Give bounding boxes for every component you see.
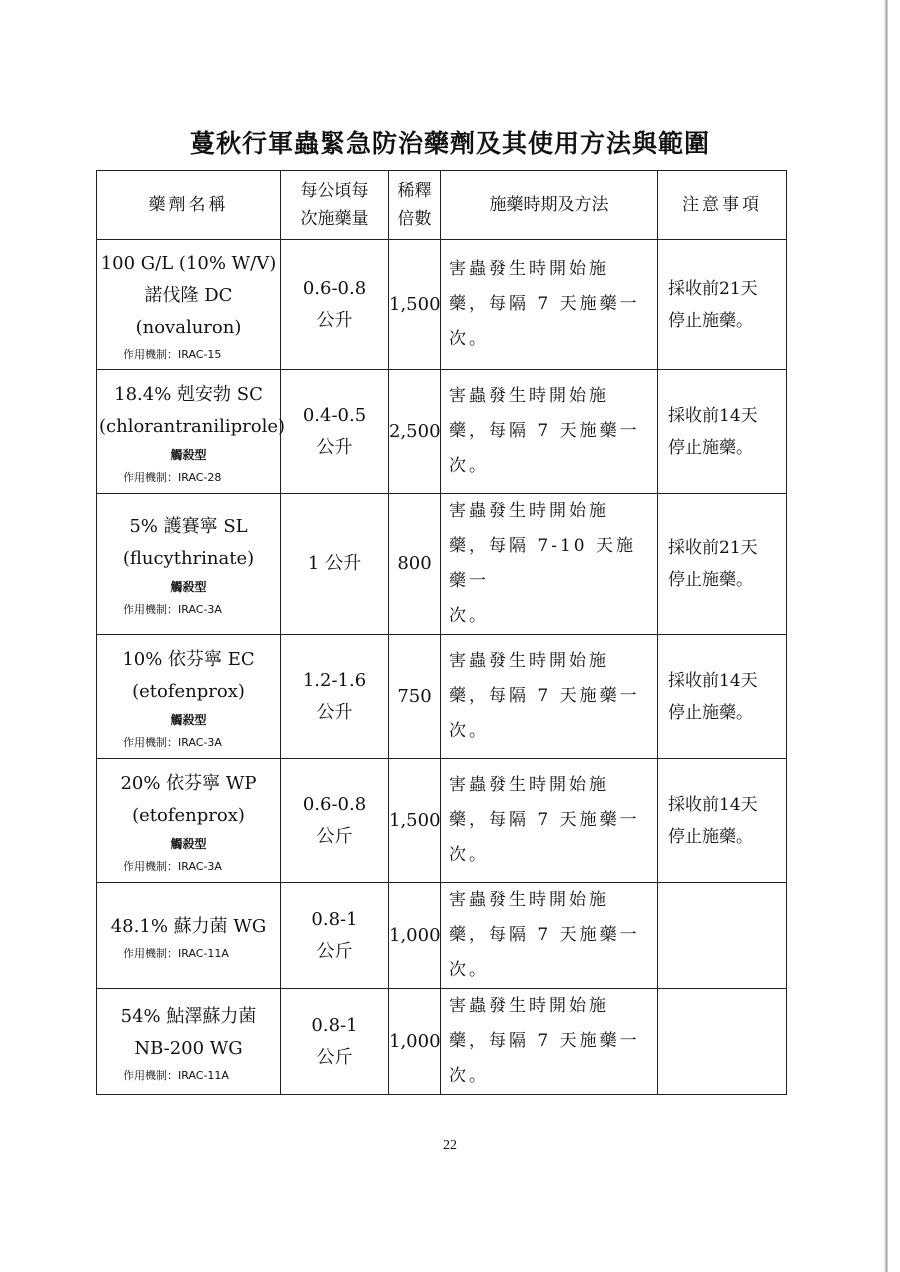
cell-dose [281,370,389,494]
dose-line: 1 公升 [307,553,362,574]
cell-method [441,370,658,494]
cell-dilution: 1,500 [389,240,441,370]
dose-line: 0.6-0.8 [302,793,367,815]
method-line: 害蟲發生時開始施 [449,501,609,521]
cell-dilution: 1,500 [389,759,441,883]
name-line: 20% 依芬寧 WP [120,772,257,794]
note-line: 停止施藥。 [668,437,753,458]
cell-name [97,494,281,635]
cell-notes [658,240,787,370]
method-line: 藥，每隔 7 天施藥一 [449,294,640,314]
note-line: 採收前14天 [668,794,758,815]
table-row [97,635,787,759]
note-line: 停止施藥。 [668,570,753,590]
dose-line: 0.6-0.8 [302,277,367,299]
cell-notes [658,494,787,635]
method-line: 次。 [449,721,489,741]
table-row [97,370,787,494]
name-line: (etofenprox) [132,804,245,826]
cell-dilution: 750 [389,635,441,759]
cell-method [441,494,658,635]
cell-name [97,635,281,759]
cell-dose [281,989,389,1095]
name-line: (chlorantraniliprole) [99,415,286,437]
header-dilution-line1: 稀釋 [397,181,432,201]
mechanism-label: 作用機制：IRAC-3A [123,859,222,873]
cell-dilution: 2,500 [389,370,441,494]
header-dose [281,171,389,240]
method-line: 害蟲發生時開始施 [449,651,609,671]
note-line: 採收前14天 [668,405,758,426]
cell-name [97,883,281,989]
cell-name [97,759,281,883]
dose-line: 公升 [316,436,353,458]
cell-notes [658,635,787,759]
header-name: 藥劑名稱 [97,171,281,240]
cell-dose [281,883,389,989]
cell-dilution: 1,000 [389,883,441,989]
header-method: 施藥時期及方法 [441,171,658,240]
name-line: 諾伐隆 DC [144,284,233,306]
note-line: 停止施藥。 [668,826,753,847]
table-row [97,240,787,370]
method-line: 藥，每隔 7 天施藥一 [449,810,640,830]
method-line: 次。 [449,1066,489,1086]
name-line: NB-200 WG [134,1037,243,1059]
method-line: 藥，每隔 7 天施藥一 [449,925,640,945]
mechanism-label: 作用機制：IRAC-28 [123,470,222,484]
dose-line: 公升 [316,309,353,331]
method-line: 藥，每隔 7 天施藥一 [449,421,640,441]
cell-method [441,635,658,759]
cell-method [441,759,658,883]
cell-method [441,240,658,370]
cell-method [441,989,658,1095]
name-line: (etofenprox) [132,680,245,702]
action-type-label: 觸殺型 [170,447,207,462]
note-line: 停止施藥。 [668,702,753,723]
cell-name [97,240,281,370]
name-line: 100 G/L (10% W/V) [100,252,277,274]
note-line: 停止施藥。 [668,310,753,331]
cell-dose [281,240,389,370]
header-notes: 注意事項 [658,171,787,240]
note-line: 採收前21天 [668,538,758,558]
name-line: 48.1% 蘇力菌 WG [110,915,267,937]
name-line: (flucythrinate) [122,548,255,569]
cell-notes [658,759,787,883]
cell-notes [658,370,787,494]
cell-name [97,989,281,1095]
cell-notes [658,883,787,989]
method-line: 次。 [449,329,489,349]
method-line: 藥，每隔 7 天施藥一 [449,686,640,706]
method-line: 害蟲發生時開始施 [449,996,609,1016]
table-row [97,494,787,635]
name-line: (novaluron) [135,316,242,338]
method-line: 次。 [449,456,489,476]
mechanism-label: 作用機制：IRAC-3A [123,735,222,749]
action-type-label: 觸殺型 [170,836,207,851]
header-dilution [389,171,441,240]
cell-dose [281,759,389,883]
method-line: 藥，每隔 7-10 天施藥一 [449,536,636,591]
header-dose-line1: 每公頃每 [300,181,369,201]
page-number: 22 [443,1138,457,1153]
dose-line: 公斤 [316,1046,353,1068]
mechanism-label: 作用機制：IRAC-11A [123,946,229,960]
method-line: 害蟲發生時開始施 [449,890,609,910]
name-line: 54% 鮎澤蘇力菌 [120,1005,257,1027]
dose-line: 0.8-1 [311,908,358,930]
mechanism-label: 作用機制：IRAC-15 [123,347,222,361]
name-line: 5% 護賽寧 SL [129,516,248,537]
cell-dose [281,494,389,635]
method-line: 次。 [449,606,489,626]
dose-line: 公斤 [316,825,353,847]
table-header-row [97,171,787,240]
page-title: 蔓秋行軍蟲緊急防治藥劑及其使用方法與範圍 [189,129,710,158]
method-line: 次。 [449,845,489,865]
cell-dilution: 1,000 [389,989,441,1095]
action-type-label: 觸殺型 [170,712,207,727]
mechanism-label: 作用機制：IRAC-11A [123,1068,229,1082]
action-type-label: 觸殺型 [170,580,207,594]
method-line: 害蟲發生時開始施 [449,775,609,795]
table-row [97,989,787,1095]
method-line: 次。 [449,960,489,980]
dose-line: 0.8-1 [311,1014,358,1036]
method-line: 害蟲發生時開始施 [449,259,609,279]
table-row [97,883,787,989]
dose-line: 1.2-1.6 [302,669,367,691]
cell-dilution: 800 [389,494,441,635]
table-row [97,759,787,883]
pesticide-table [96,170,787,1095]
method-line: 害蟲發生時開始施 [449,386,609,406]
name-line: 10% 依芬寧 EC [122,648,255,670]
method-line: 藥，每隔 7 天施藥一 [449,1031,640,1051]
header-dose-line2: 次施藥量 [300,209,369,229]
cell-dose [281,635,389,759]
dose-line: 公斤 [316,940,353,962]
dose-line: 公升 [316,701,353,723]
note-line: 採收前21天 [668,278,758,299]
cell-notes [658,989,787,1095]
scan-edge-shadow [884,0,888,1272]
header-dilution-line2: 倍數 [397,209,432,229]
cell-method [441,883,658,989]
name-line: 18.4% 剋安勃 SC [114,383,263,405]
cell-name [97,370,286,494]
mechanism-label: 作用機制：IRAC-3A [123,603,222,616]
note-line: 採收前14天 [668,670,758,691]
dose-line: 0.4-0.5 [302,404,367,426]
